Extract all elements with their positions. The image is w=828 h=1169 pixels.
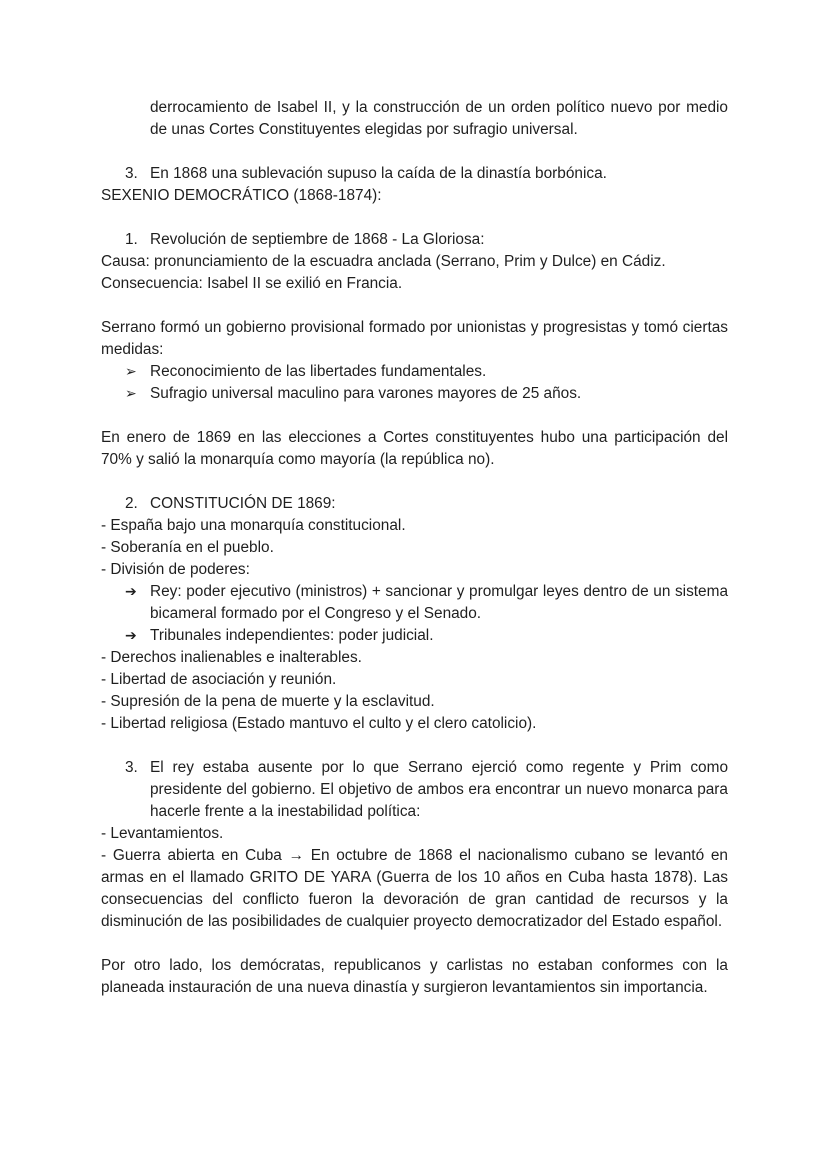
constitucion-line: - España bajo una monarquía constitucional. xyxy=(101,517,406,534)
constitucion-line: - Derechos inalienables e inalterables. xyxy=(101,649,362,666)
intro-paragraph: derrocamiento de Isabel II, y la construcción de un orden político nuevo por medio de unas Cortes Constituyentes elegidas por sufragio universal. xyxy=(150,99,728,138)
poder-text: Rey: poder ejecutivo (ministros) + sancionar y promulgar leyes dentro de un sistema bicameral formado por el Congreso y el Senado. xyxy=(150,583,728,622)
medida-item xyxy=(101,383,728,405)
medida-item xyxy=(101,361,728,383)
serrano-paragraph: Serrano formó un gobierno provisional formado por unionistas y progresistas y tomó ciertas medidas: xyxy=(101,319,728,358)
arrow-bullet-icon: ➔ xyxy=(125,584,137,600)
item-text: Revolución de septiembre de 1868 - La Gloriosa: xyxy=(150,231,485,248)
sexenio-heading: SEXENIO DEMOCRÁTICO (1868-1874): xyxy=(101,187,382,204)
poder-text: Tribunales independientes: poder judicial. xyxy=(150,627,434,644)
item-number: 1. xyxy=(125,231,138,248)
constitucion-line: - Libertad de asociación y reunión. xyxy=(101,671,337,688)
arrowhead-bullet-icon: ➢ xyxy=(125,364,137,380)
enero-paragraph: En enero de 1869 en las elecciones a Cortes constituyentes hubo una participación del 70% y salió la monarquía como mayoría (la república no). xyxy=(101,429,728,468)
consecuencia-line: Consecuencia: Isabel II se exilió en Francia. xyxy=(101,275,403,292)
guerra-paragraph: - Guerra abierta en Cuba → En octubre de 1868 el nacionalismo cubano se levantó en armas en el llamado GRITO DE YARA (Guerra de los 10 años en Cuba hasta 1878). Las consecuencias del conflicto fueron la devoración de gran cantidad de recursos y la disminución de las posibilidades de cualquier proyecto democratizador del Estado español. xyxy=(101,847,728,930)
constitucion-line: - Supresión de la pena de muerte y la esclavitud. xyxy=(101,693,435,710)
poder-item xyxy=(101,625,728,647)
arrowhead-bullet-icon: ➢ xyxy=(125,386,137,402)
item-text: El rey estaba ausente por lo que Serrano ejerció como regente y Prim como presidente del gobierno. El objetivo de ambos era encontrar un nuevo monarca para hacerle frente a la inestabilidad política: xyxy=(150,759,728,820)
item-number: 3. xyxy=(125,165,138,182)
numbered-item-2 xyxy=(101,493,728,515)
item-number: 2. xyxy=(125,495,138,512)
arrow-bullet-icon: ➔ xyxy=(125,628,137,644)
medida-text: Reconocimiento de las libertades fundamentales. xyxy=(150,363,487,380)
numbered-item-3 xyxy=(101,757,728,823)
constitucion-line: - Soberanía en el pueblo. xyxy=(101,539,274,556)
poder-item xyxy=(101,581,728,625)
causa-line: Causa: pronunciamiento de la escuadra anclada (Serrano, Prim y Dulce) en Cádiz. xyxy=(101,253,666,270)
item-number: 3. xyxy=(125,759,138,776)
final-paragraph: Por otro lado, los demócratas, republicanos y carlistas no estaban conformes con la planeada instauración de una nueva dinastía y surgieron levantamientos sin importancia. xyxy=(101,957,728,996)
numbered-item-1 xyxy=(101,229,728,251)
item-text: En 1868 una sublevación supuso la caída de la dinastía borbónica. xyxy=(150,165,607,182)
numbered-item-3-top xyxy=(101,163,728,185)
medida-text: Sufragio universal maculino para varones mayores de 25 años. xyxy=(150,385,582,402)
item-text: CONSTITUCIÓN DE 1869: xyxy=(150,495,336,512)
constitucion-line: - Libertad religiosa (Estado mantuvo el culto y el clero catolicio). xyxy=(101,715,537,732)
constitucion-line: - División de poderes: xyxy=(101,561,250,578)
levantamientos-line: - Levantamientos. xyxy=(101,825,224,842)
